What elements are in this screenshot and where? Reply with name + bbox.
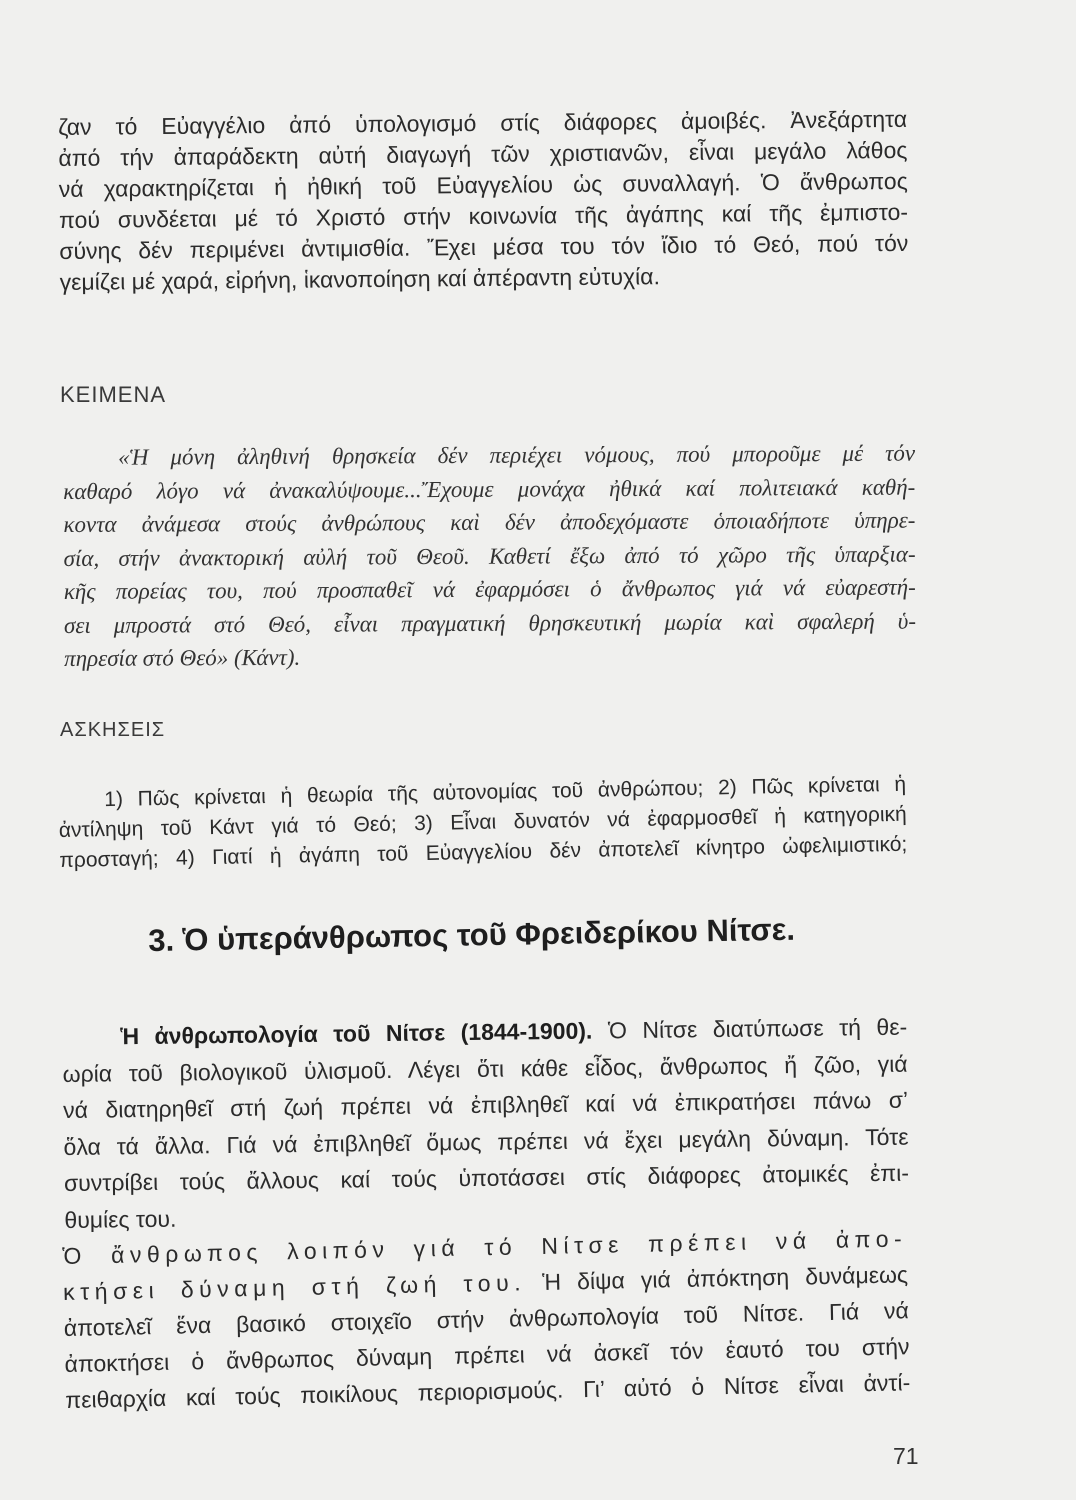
text-line: ἀποτελεῖ ἕνα βασικό στοιχεῖο στήν ἀνθρωπολογία τοῦ Νίτσε. Γιά νά [63, 1297, 909, 1341]
text-line: γεμίζει μέ χαρά, εἰρήνη, ἱκανοποίηση καί ἀπέραντη εὐτυχία. [59, 263, 661, 295]
text-line: σύνης δέν περιμένει ἀντιμισθία. Ἔχει μέσα του τόν ἴδιο τό Θεό, πού τόν [59, 229, 909, 264]
spaced-emphasis-line: Ὁ ἄνθρωπος λοιπόν γιά τό Νίτσε πρέπει νά ἀπο- [62, 1225, 908, 1269]
section-title: 3. Ὁ ὑπεράνθρωπος τοῦ Φρειδερίκου Νίτσε. [148, 911, 796, 958]
exercise-line: 1) Πῶς κρίνεται ἡ θεωρία τῆς αὐτονομίας τοῦ ἀνθρώπου; 2) Πῶς κρίνεται ἡ [104, 772, 907, 812]
quote-line: κῆς πορείας του, πού προσπαθεῖ νά ἐφαρμόσει ὁ ἄνθρωπος γιά νά εὐαρεστή- [63, 574, 916, 604]
text-line: πειθαρχία καί τούς ποικίλους περιορισμούς. Γι’ αὐτό ὁ Νίτσε εἶναι ἀντί- [65, 1369, 911, 1413]
paragraph-nietzsche-anthropology [62, 1009, 910, 1238]
text-run: Ἡ δίψα γιά ἀπόκτηση δυνάμεως [541, 1261, 909, 1295]
texts-heading: ΚΕΙΜΕΝΑ [60, 382, 167, 407]
exercise-line: προσταγή; 4) Γιατί ἡ ἀγάπη τοῦ Εὐαγγελίου δέν ἀποτελεῖ κίνητρο ὠφελιμιστικό; [59, 832, 908, 872]
quote-line: «Ἡ μόνη ἀληθινή θρησκεία δέν περιέχει νόμους, πού μποροῦμε μέ τόν [118, 440, 916, 470]
exercise-line: ἀντίληψη τοῦ Κάντ γιά τό Θεό; 3) Εἶναι δυνατόν νά ἐφαρμοσθεῖ ἡ κατηγορική [58, 802, 907, 842]
text-run: Ὁ Νίτσε διατύπωσε τή θε- [607, 1013, 908, 1044]
paragraph-lead: Ἡ ἀνθρωπολογία τοῦ Νίτσε (1844-1900). [120, 1017, 593, 1050]
quote-line: σει μπροστά στό Θεό, εἶναι πραγματική θρησκευτική μωρία καὶ σφαλερή ὑ- [63, 608, 917, 638]
text-line: πού συνδέεται μέ τό Χριστό στήν κοινωνία τῆς ἀγάπης καί τῆς ἐμπιστο- [58, 198, 909, 233]
spaced-emphasis-run: κτήσει δύναμη στή ζωή του. [62, 1269, 527, 1305]
quote-line: κοντα ἀνάμεσα στούς ἀνθρώπους καὶ δέν ἀποδεχόμαστε ὁποιαδήποτε ὑπηρε- [63, 507, 916, 537]
quote-line: καθαρό λόγο νά ἀνακαλύψουμε...Ἔχουμε μονάχα ἠθικά καί πολιτειακά καθή- [63, 474, 916, 504]
quote-line: σία, στήν ἀνακτορική αὐλή τοῦ Θεοῦ. Καθετί ἔξω ἀπό τό χῶρο τῆς ὑπαρξια- [63, 541, 916, 571]
text-line: ωρία τοῦ βιολογικοῦ ὑλισμοῦ. Λέγει ὅτι κάθε εἶδος, ἄνθρωπος ἤ ζῶο, γιά [62, 1050, 908, 1087]
text-line: ὅλα τά ἄλλα. Γιά νά ἐπιβληθεῖ ὅμως πρέπει νά ἔχει μεγάλη δύναμη. Τότε [63, 1123, 909, 1160]
text-line: θυμίες του. [64, 1205, 177, 1233]
exercises-heading: ΑΣΚΗΣΕΙΣ [60, 719, 166, 741]
text-line: νά χαρακτηρίζεται ἡ ἠθική τοῦ Εὐαγγελίου ὡς συναλλαγή. Ὁ ἄνθρωπος [58, 167, 908, 202]
quote-line: πηρεσία στό Θεό» (Κάντ). [64, 644, 301, 671]
text-line: ἀποκτήσει ὁ ἄνθρωπος δύναμη πρέπει νά ἀσκεῖ τόν ἑαυτό του στήν [64, 1333, 910, 1377]
text-line: ζαν τό Εὐαγγέλιο ἀπό ὑπολογισμό στίς διάφορες ἀμοιβές. Ἀνεξάρτητα [58, 105, 908, 140]
text-line: νά διατηρηθεῖ στή ζωή πρέπει νά ἐπιβληθεῖ καί νά ἐπικρατήσει πάνω σ’ [62, 1086, 909, 1123]
kant-quotation [63, 437, 916, 676]
paragraph-gospel-ethics [58, 104, 909, 298]
exercises-list [58, 770, 908, 876]
text-line: ἀπό τήν ἀπαράδεκτη αὐτή διαγωγή τῶν χριστιανῶν, εἶναι μεγάλο λάθος [58, 136, 908, 171]
page-number: 71 [893, 1443, 919, 1469]
paragraph-will-to-power [62, 1220, 911, 1418]
text-line: συντρίβει τούς ἄλλους καί τούς ὑποτάσσει στίς διάφορες ἀτομικές ἐπι- [63, 1159, 910, 1196]
